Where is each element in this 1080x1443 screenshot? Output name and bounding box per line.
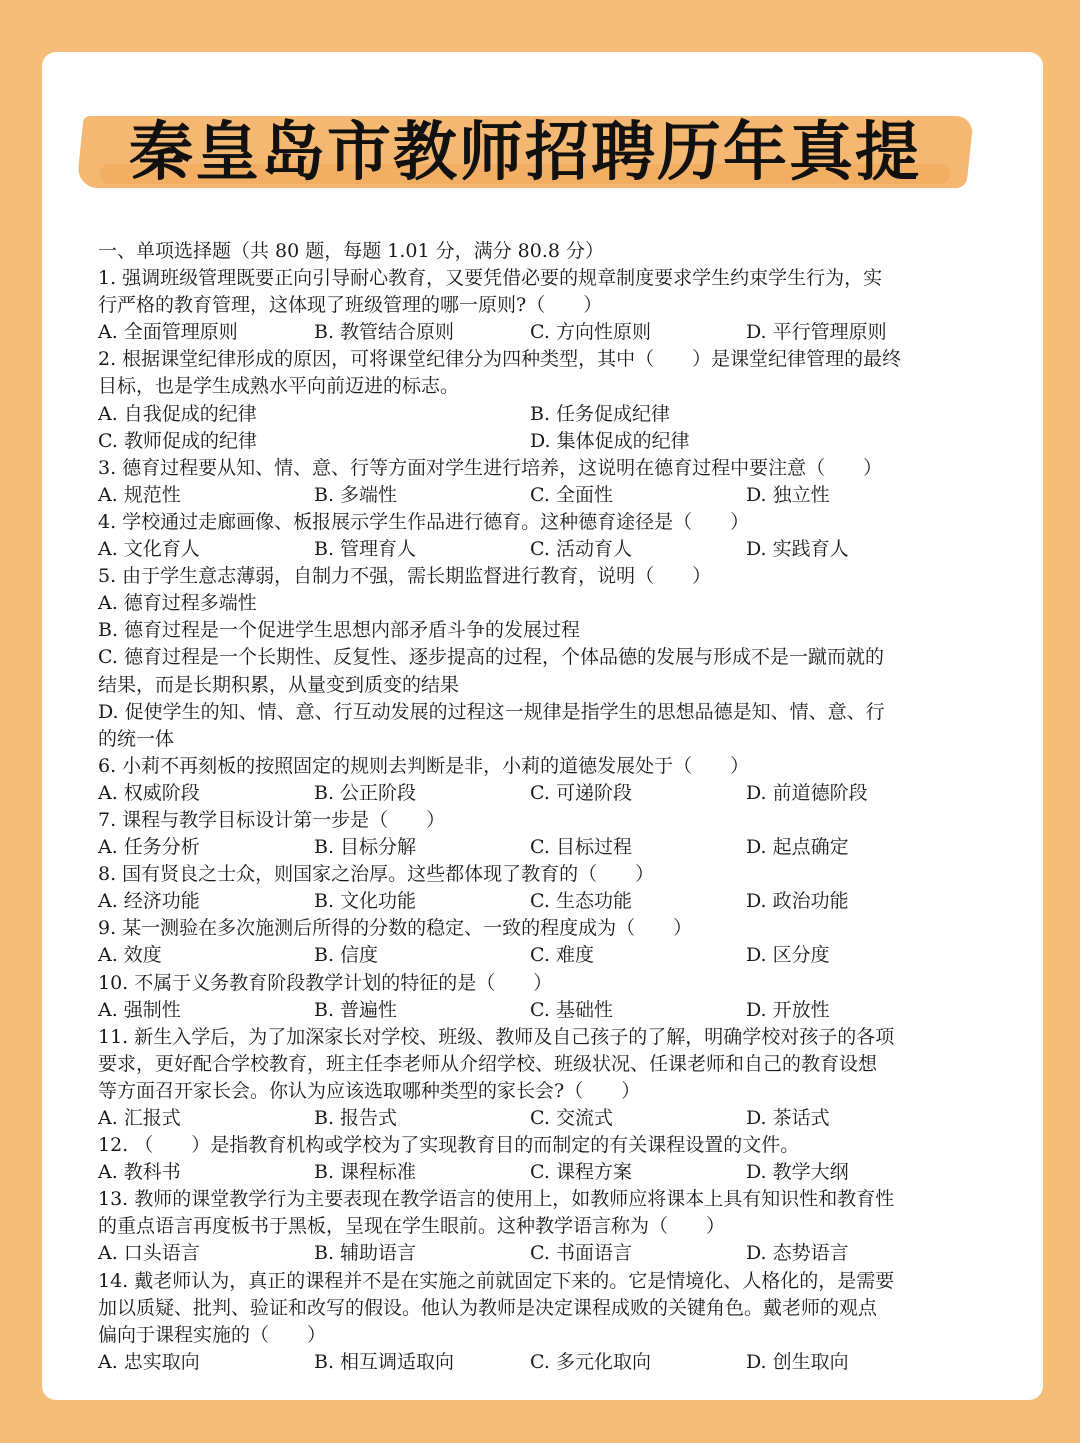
question-9 — [98, 915, 948, 969]
question-stem: 偏向于课程实施的（ ） — [98, 1323, 327, 1346]
option-c: C. 活动育人 — [530, 538, 632, 561]
question-12 — [98, 1132, 948, 1186]
options-row — [98, 401, 948, 428]
option-a: A. 权威阶段 — [98, 781, 200, 804]
option-a: A. 自我促成的纪律 — [98, 402, 257, 425]
option-c: C. 难度 — [530, 944, 594, 967]
option-a: A. 德育过程多端性 — [98, 592, 257, 615]
option-a: A. 经济功能 — [98, 890, 200, 913]
option-c: C. 多元化取向 — [530, 1350, 651, 1373]
option-b: B. 多端性 — [314, 483, 398, 506]
option-a: A. 文化育人 — [98, 538, 200, 561]
option-c: C. 基础性 — [530, 998, 613, 1021]
options-row — [98, 942, 948, 969]
option-d: D. 开放性 — [746, 998, 830, 1021]
option-d: D. 政治功能 — [746, 890, 849, 913]
option-b: B. 辅助语言 — [314, 1242, 417, 1265]
options-row — [98, 1159, 948, 1186]
options-row — [98, 1240, 948, 1267]
option-b: B. 公正阶段 — [314, 781, 417, 804]
options-row — [98, 780, 948, 807]
option-c: C. 书面语言 — [530, 1242, 632, 1265]
question-2 — [98, 346, 948, 454]
option-c: C. 全面性 — [530, 483, 613, 506]
option-c-continued: 结果，而是长期积累，从量变到质变的结果 — [98, 673, 460, 696]
question-stem: 4. 学校通过走廊画像、板报展示学生作品进行德育。这种德育途径是（ ） — [98, 510, 750, 533]
question-1 — [98, 265, 948, 346]
option-a: A. 汇报式 — [98, 1107, 181, 1129]
option-c: C. 目标过程 — [530, 836, 632, 859]
option-d: D. 态势语言 — [746, 1242, 849, 1265]
question-10 — [98, 970, 948, 1024]
options-row — [98, 1105, 948, 1132]
option-d: D. 茶话式 — [746, 1107, 830, 1129]
question-stem: 8. 国有贤良之士众，则国家之治厚。这些都体现了教育的（ ） — [98, 863, 655, 886]
question-7 — [98, 807, 948, 861]
question-5 — [98, 563, 948, 753]
option-a: A. 任务分析 — [98, 836, 200, 859]
option-c: C. 教师促成的纪律 — [98, 429, 257, 452]
question-stem: 7. 课程与教学目标设计第一步是（ ） — [98, 808, 446, 831]
options-row — [98, 997, 948, 1024]
question-11 — [98, 1024, 948, 1132]
option-b: B. 教管结合原则 — [314, 321, 455, 344]
question-stem: 行严格的教育管理，这体现了班级管理的哪一原则?（ ） — [98, 294, 603, 317]
options-row — [98, 319, 948, 346]
options-row — [98, 482, 948, 509]
question-stem: 5. 由于学生意志薄弱，自制力不强，需长期监督进行教育，说明（ ） — [98, 565, 712, 588]
question-6 — [98, 753, 948, 807]
option-c: C. 方向性原则 — [530, 321, 651, 344]
option-b: B. 信度 — [314, 944, 379, 967]
option-d: D. 创生取向 — [746, 1350, 849, 1373]
option-a: A. 全面管理原则 — [98, 321, 238, 344]
option-b: B. 相互调适取向 — [314, 1350, 455, 1373]
question-stem: 要求，更好配合学校教育，班主任李老师从介绍学校、班级状况、任课老师和自己的教育设想 — [98, 1052, 878, 1075]
question-3 — [98, 455, 948, 509]
option-d: D. 教学大纲 — [746, 1161, 849, 1184]
options-row — [98, 536, 948, 563]
option-d: D. 实践育人 — [746, 538, 849, 561]
question-stem: 13. 教师的课堂教学行为主要表现在教学语言的使用上，如教师应将课本上具有知识性和教育性 — [98, 1188, 895, 1211]
option-b: B. 目标分解 — [314, 836, 417, 859]
option-a: A. 规范性 — [98, 483, 181, 506]
options-row — [98, 428, 948, 455]
option-b: B. 普遍性 — [314, 998, 398, 1021]
option-d: D. 促使学生的知、情、意、行互动发展的过程这一规律是指学生的思想品德是知、情、意、行 — [98, 700, 885, 723]
question-14 — [98, 1268, 948, 1376]
option-d: D. 起点确定 — [746, 836, 849, 859]
option-d-continued: 的统一体 — [98, 727, 175, 750]
question-stem: 12. （ ）是指教育机构或学校为了实现教育目的而制定的有关课程设置的文件。 — [98, 1134, 800, 1157]
option-d: D. 独立性 — [746, 483, 830, 506]
section-heading: 一、单项选择题（共 80 题，每题 1.01 分，满分 80.8 分） — [98, 240, 605, 262]
option-b: B. 课程标准 — [314, 1161, 417, 1184]
question-4 — [98, 509, 948, 563]
page-title: 秦皇岛市教师招聘历年真提 — [129, 116, 921, 190]
question-8 — [98, 861, 948, 915]
option-c: C. 可递阶段 — [530, 781, 632, 804]
option-c: C. 生态功能 — [530, 890, 632, 913]
option-a: A. 效度 — [98, 944, 162, 967]
option-a: A. 教科书 — [98, 1161, 181, 1184]
question-stem: 加以质疑、批判、验证和改写的假设。他认为教师是决定课程成败的关键角色。戴老师的观点 — [98, 1296, 878, 1319]
question-list — [98, 238, 948, 1376]
options-row — [98, 834, 948, 861]
option-b: B. 报告式 — [314, 1107, 398, 1129]
title-banner — [80, 108, 970, 198]
option-b: B. 管理育人 — [314, 538, 417, 561]
question-stem: 的重点语言再度板书于黑板，呈现在学生眼前。这种教学语言称为（ ） — [98, 1215, 726, 1238]
option-c: C. 课程方案 — [530, 1161, 632, 1184]
option-a: A. 口头语言 — [98, 1242, 200, 1265]
option-b: B. 任务促成纪律 — [530, 402, 671, 425]
question-stem: 6. 小莉不再刻板的按照固定的规则去判断是非，小莉的道德发展处于（ ） — [98, 754, 750, 777]
question-stem: 目标，也是学生成熟水平向前迈进的标志。 — [98, 375, 460, 398]
options-row — [98, 888, 948, 915]
question-stem: 3. 德育过程要从知、情、意、行等方面对学生进行培养，这说明在德育过程中要注意（ ） — [98, 456, 883, 479]
option-c: C. 德育过程是一个长期性、反复性、逐步提高的过程，个体品德的发展与形成不是一蹴而就的 — [98, 646, 884, 669]
option-b: B. 德育过程是一个促进学生思想内部矛盾斗争的发展过程 — [98, 619, 581, 642]
question-13 — [98, 1186, 948, 1267]
question-stem: 9. 某一测验在多次施测后所得的分数的稳定、一致的程度成为（ ） — [98, 917, 693, 940]
option-d: D. 集体促成的纪律 — [530, 429, 690, 452]
question-stem: 2. 根据课堂纪律形成的原因，可将课堂纪律分为四种类型，其中（ ）是课堂纪律管理的最终 — [98, 348, 902, 371]
question-stem: 14. 戴老师认为，真正的课程并不是在实施之前就固定下来的。它是情境化、人格化的，是需要 — [98, 1269, 895, 1292]
option-a: A. 忠实取向 — [98, 1350, 200, 1373]
options-row — [98, 1349, 948, 1376]
option-d: D. 区分度 — [746, 944, 830, 967]
question-stem: 等方面召开家长会。你认为应该选取哪种类型的家长会?（ ） — [98, 1079, 641, 1102]
option-a: A. 强制性 — [98, 998, 181, 1021]
option-d: D. 平行管理原则 — [746, 321, 887, 344]
question-stem: 11. 新生入学后，为了加深家长对学校、班级、教师及自己孩子的了解，明确学校对孩子的各项 — [98, 1025, 895, 1048]
option-b: B. 文化功能 — [314, 890, 417, 913]
question-stem: 10. 不属于义务教育阶段教学计划的特征的是（ ） — [98, 971, 553, 994]
option-d: D. 前道德阶段 — [746, 781, 868, 804]
question-stem: 1. 强调班级管理既要正向引导耐心教育，又要凭借必要的规章制度要求学生约束学生行为，实 — [98, 267, 883, 290]
option-c: C. 交流式 — [530, 1107, 613, 1129]
